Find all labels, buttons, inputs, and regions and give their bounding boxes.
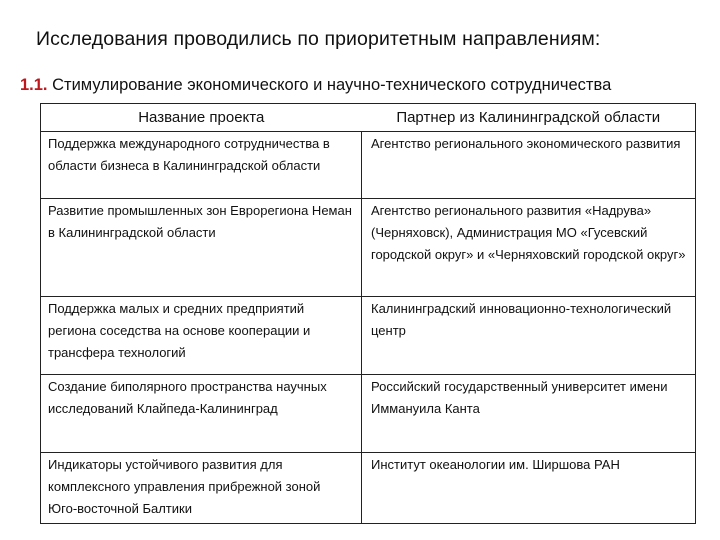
project-name-cell: Создание биполярного пространства научных исследований Клайпеда-Калининград bbox=[41, 375, 362, 453]
partner-cell: Агентство регионального экономического развития bbox=[362, 132, 696, 199]
table-row bbox=[41, 199, 696, 297]
partner-cell: Агентство регионального развития «Надрува» (Черняховск), Администрация МО «Гусевский городской округ» и «Черняховский городской округ» bbox=[362, 199, 696, 297]
project-name-cell: Поддержка малых и средних предприятий региона соседства на основе кооперации и трансфера технологий bbox=[41, 297, 362, 375]
partner-cell: Российский государственный университет имени Иммануила Канта bbox=[362, 375, 696, 453]
project-name-cell: Индикаторы устойчивого развития для комплексного управления прибрежной зоной Юго-восточной Балтики bbox=[41, 453, 362, 524]
partner-cell: Институт океанологии им. Ширшова РАН bbox=[362, 453, 696, 524]
section-number: 1.1. bbox=[20, 76, 48, 94]
table-row bbox=[41, 297, 696, 375]
partner-cell: Калининградский инновационно-технологический центр bbox=[362, 297, 696, 375]
page-title: Исследования проводились по приоритетным направлениям: bbox=[36, 28, 601, 50]
section-heading bbox=[20, 76, 611, 95]
column-header-project: Название проекта bbox=[41, 104, 362, 132]
table-row bbox=[41, 453, 696, 524]
project-name-cell: Развитие промышленных зон Еврорегиона Неман в Калининградской области bbox=[41, 199, 362, 297]
section-title: Стимулирование экономического и научно-технического сотрудничества bbox=[47, 76, 612, 94]
table-row bbox=[41, 132, 696, 199]
projects-table bbox=[40, 103, 696, 524]
column-header-partner: Партнер из Калининградской области bbox=[362, 104, 696, 132]
table-header-row bbox=[41, 104, 696, 132]
table-row bbox=[41, 375, 696, 453]
project-name-cell: Поддержка международного сотрудничества в области бизнеса в Калининградской области bbox=[41, 132, 362, 199]
